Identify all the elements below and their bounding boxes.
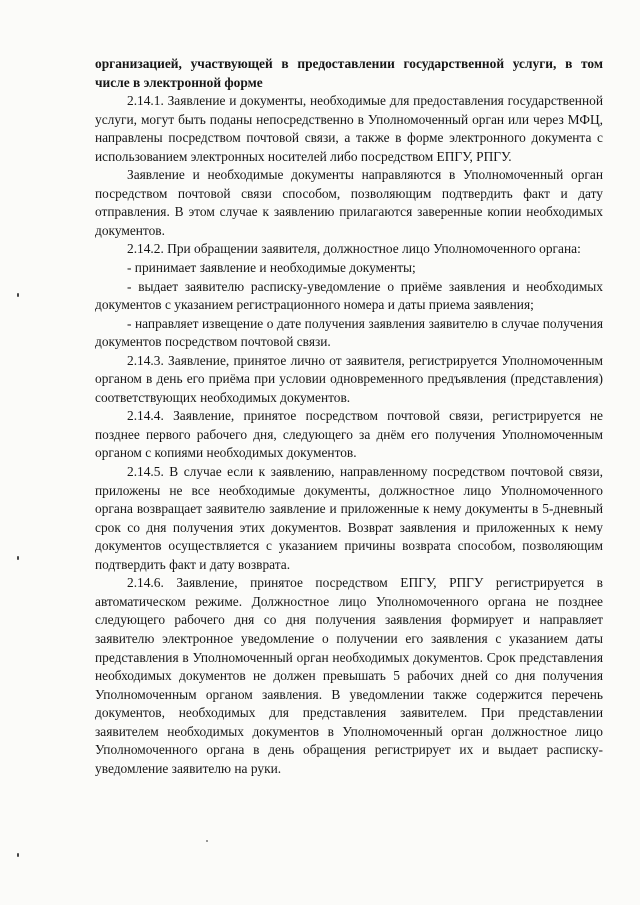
- list-item-accept: - принимает заявление и необходимые документы;: [127, 260, 416, 276]
- margin-mark-3: [17, 853, 19, 857]
- paragraph-2-14-3: 2.14.3. Заявление, принятое лично от заявителя, регистрируется Уполномоченным органом в день его приёма при условии одновременного предъявления (представления) соответствующих необходимых документов.: [95, 352, 603, 405]
- paragraph-2-14-2: 2.14.2. При обращении заявителя, должностное лицо Уполномоченного органа:: [127, 241, 581, 257]
- paragraph-postal-submission: Заявление и необходимые документы направляются в Уполномоченный орган посредством почтовой связи способом, позволяющим подтвердить факт и дату отправления. В этом случае к заявлению прилагаются заверенные копии необходимых документов.: [95, 167, 603, 238]
- paragraph-2-14-5: 2.14.5. В случае если к заявлению, направленному посредством почтовой связи, приложены не все необходимые документы, должностное лицо Уполномоченного органа возвращает заявителю заявление и приложенные к нему документы в 5-дневный срок со дня получения этих документов. Возврат заявления и приложенных к нему документов осуществляется с указанием причины возврата способом, позволяющим подтвердить факт и дату возврата.: [95, 464, 603, 572]
- document-body: [95, 55, 603, 778]
- paragraph-2-14-1: 2.14.1. Заявление и документы, необходимые для предоставления государственной услуги, могут быть поданы непосредственно в Уполномоченный орган или через МФЦ, направлены посредством почтовой связи, а также в форме электронного документа с использованием электронных носителей либо посредством ЕПГУ, РПГУ.: [95, 93, 603, 164]
- paragraph-2-14-4: 2.14.4. Заявление, принятое посредством почтовой связи, регистрируется не позднее первого рабочего дня, следующего за днём его получения Уполномоченным органом с копиями необходимых документов.: [95, 408, 603, 461]
- margin-mark-1: [17, 293, 19, 297]
- paragraph-2-14-6: 2.14.6. Заявление, принятое посредством ЕПГУ, РПГУ регистрируется в автоматическом режиме. Должностное лицо Уполномоченного органа не позднее следующего рабочего дня со дня получения заявления формирует и направляет заявителю электронное уведомление о получении его заявления с указанием даты представления в Уполномоченный орган необходимых документов. Срок представления необходимых документов не должен превышать 5 рабочих дней со дня получения Уполномоченным органом заявления. В уведомлении также содержится перечень документов, необходимых для представления заявителем. При представлении заявителем необходимых документов в Уполномоченный орган должностное лицо Уполномоченного органа в день обращения регистрирует их и выдает расписку-уведомление заявителю на руки.: [95, 575, 603, 776]
- margin-mark-2: [17, 556, 19, 560]
- list-item-receipt: - выдает заявителю расписку-уведомление о приёме заявления и необходимых документов с указанием регистрационного номера и даты приема заявления;: [95, 278, 603, 313]
- list-item-notice: - направляет извещение о дате получения заявления заявителю в случае получения документов посредством почтовой связи.: [95, 315, 603, 350]
- section-heading: организацией, участвующей в предоставлении государственной услуги, в том числе в электронной форме: [95, 56, 603, 90]
- scan-speck: [206, 840, 208, 842]
